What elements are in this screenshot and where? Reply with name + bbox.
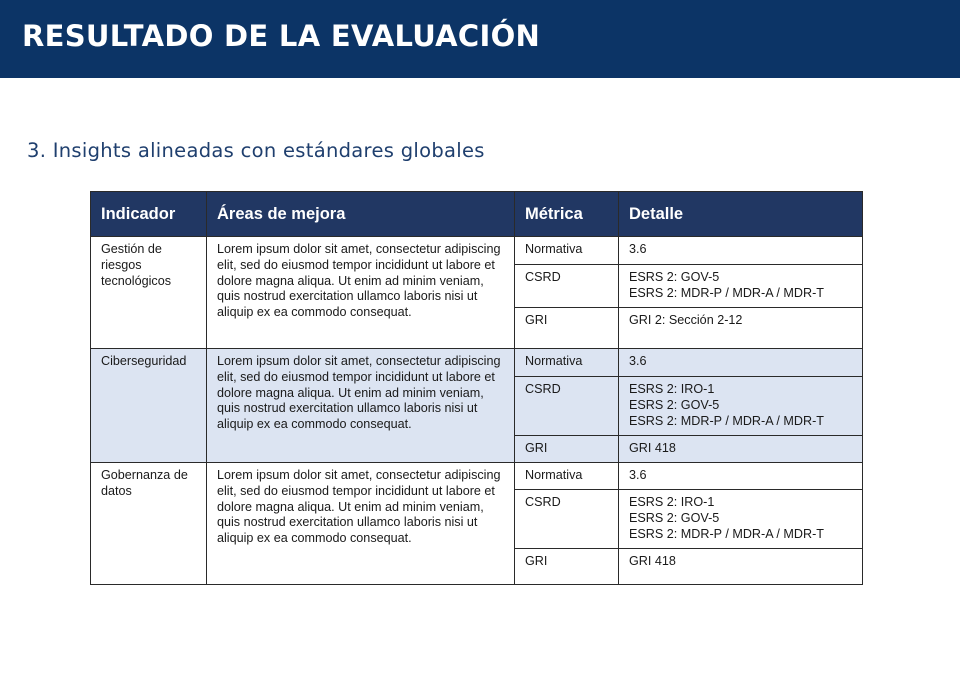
- indicator-cell: Ciberseguridad: [91, 349, 207, 463]
- row-group-risk-management: [91, 237, 863, 349]
- column-header-indicator: Indicador: [91, 192, 207, 237]
- metric-cell: CSRD: [515, 490, 619, 549]
- metric-cell: CSRD: [515, 377, 619, 436]
- detail-cell: [619, 463, 863, 490]
- area-cell: Lorem ipsum dolor sit amet, consectetur adipiscing elit, sed do eiusmod tempor incididunt ut labore et dolore magna aliqua. Ut enim ad minim veniam, quis nostrud exercitation ullamco laboris nisi ut aliquip ex ea commodo consequat.: [207, 463, 515, 585]
- detail-line: 3.6: [629, 354, 647, 368]
- header-banner: [0, 0, 960, 78]
- detail-line: 3.6: [629, 468, 647, 482]
- metric-cell: CSRD: [515, 265, 619, 308]
- section-subtitle: 3. Insights alineadas con estándares globales: [27, 139, 485, 162]
- detail-line: 3.6: [629, 242, 647, 256]
- detail-line: ESRS 2: IRO-1: [629, 495, 715, 509]
- detail-cell: [619, 237, 863, 265]
- detail-line: ESRS 2: MDR-P / MDR-A / MDR-T: [629, 526, 824, 541]
- insights-table: [90, 191, 863, 585]
- detail-cell: [619, 265, 863, 308]
- row-group-cybersecurity: [91, 349, 863, 463]
- detail-line: ESRS 2: GOV-5: [629, 270, 720, 284]
- detail-line: ESRS 2: MDR-P / MDR-A / MDR-T: [629, 413, 824, 428]
- area-cell: Lorem ipsum dolor sit amet, consectetur adipiscing elit, sed do eiusmod tempor incididunt ut labore et dolore magna aliqua. Ut enim ad minim veniam, quis nostrud exercitation ullamco laboris nisi ut aliquip ex ea commodo consequat.: [207, 237, 515, 349]
- indicator-cell: Gobernanza de datos: [91, 463, 207, 585]
- metric-cell: Normativa: [515, 349, 619, 377]
- table-row: [91, 237, 863, 265]
- metric-cell: GRI: [515, 308, 619, 349]
- column-header-areas: Áreas de mejora: [207, 192, 515, 237]
- detail-cell: [619, 490, 863, 549]
- metric-cell: GRI: [515, 436, 619, 463]
- area-cell: Lorem ipsum dolor sit amet, consectetur adipiscing elit, sed do eiusmod tempor incididunt ut labore et dolore magna aliqua. Ut enim ad minim veniam, quis nostrud exercitation ullamco laboris nisi ut aliquip ex ea commodo consequat.: [207, 349, 515, 463]
- table-row: [91, 349, 863, 377]
- detail-cell: [619, 308, 863, 349]
- table-header-row: [91, 192, 863, 237]
- indicator-cell: Gestión de riesgos tecnológicos: [91, 237, 207, 349]
- metric-cell: GRI: [515, 549, 619, 585]
- detail-cell: [619, 377, 863, 436]
- metric-cell: Normativa: [515, 237, 619, 265]
- detail-line: ESRS 2: GOV-5: [629, 397, 720, 412]
- detail-line: ESRS 2: GOV-5: [629, 510, 720, 525]
- detail-line: GRI 2: Sección 2-12: [629, 313, 743, 327]
- table-row: [91, 463, 863, 490]
- column-header-detail: Detalle: [619, 192, 863, 237]
- detail-line: ESRS 2: MDR-P / MDR-A / MDR-T: [629, 285, 824, 300]
- page-title: RESULTADO DE LA EVALUACIÓN: [22, 19, 541, 53]
- detail-cell: [619, 549, 863, 585]
- column-header-metric: Métrica: [515, 192, 619, 237]
- metric-cell: Normativa: [515, 463, 619, 490]
- detail-line: GRI 418: [629, 441, 676, 455]
- detail-cell: [619, 349, 863, 377]
- detail-cell: [619, 436, 863, 463]
- detail-line: GRI 418: [629, 554, 676, 568]
- detail-line: ESRS 2: IRO-1: [629, 382, 715, 396]
- row-group-data-governance: [91, 463, 863, 585]
